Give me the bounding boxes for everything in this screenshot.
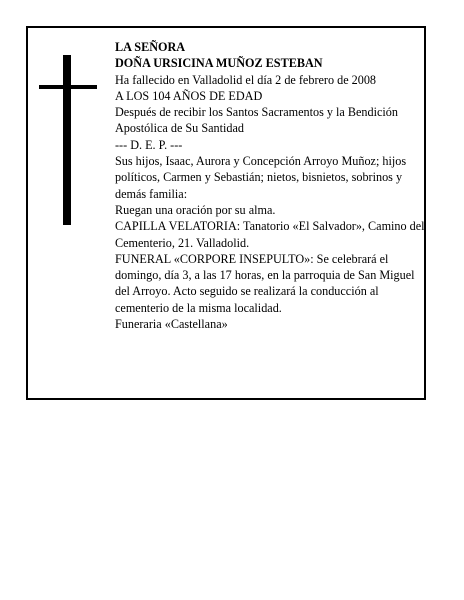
family-line: Sus hijos, Isaac, Aurora y Concepción Arroyo Muñoz; hijos políticos, Carmen y Sebastián; nietos, bisnietos, sobrinos y demás familia: (115, 154, 407, 201)
rip-line: --- D. E. P. --- (115, 137, 183, 152)
cross-vertical-bar (63, 55, 71, 225)
deceased-name: DOÑA URSICINA MUÑOZ ESTEBAN (115, 56, 323, 71)
obituary-notice (26, 26, 426, 400)
age-line: A LOS 104 AÑOS DE EDAD (115, 88, 263, 103)
sacraments-line: Después de recibir los Santos Sacramentos y la Bendición Apostólica de Su Santidad (115, 105, 398, 136)
chapel-line: CAPILLA VELATORIA: Tanatorio «El Salvador», Camino del Cementerio, 21. Valladolid. (115, 219, 425, 250)
funeral-line: FUNERAL «CORPORE INSEPULTO»: Se celebrará el domingo, día 3, a las 17 horas, en la parroquia de San Miguel del Arroyo. Acto seguido se realizará la conducción al cementerio de la misma localidad. (115, 251, 415, 315)
prayer-line: Ruegan una oración por su alma. (115, 202, 276, 217)
funeral-home-line: Funeraria «Castellana» (115, 317, 228, 332)
cross-horizontal-bar (39, 85, 97, 89)
latin-cross-icon (39, 55, 97, 225)
notice-text (115, 39, 427, 332)
death-date-line: Ha fallecido en Valladolid el día 2 de febrero de 2008 (115, 72, 377, 87)
notice-header: LA SEÑORA (115, 40, 186, 54)
